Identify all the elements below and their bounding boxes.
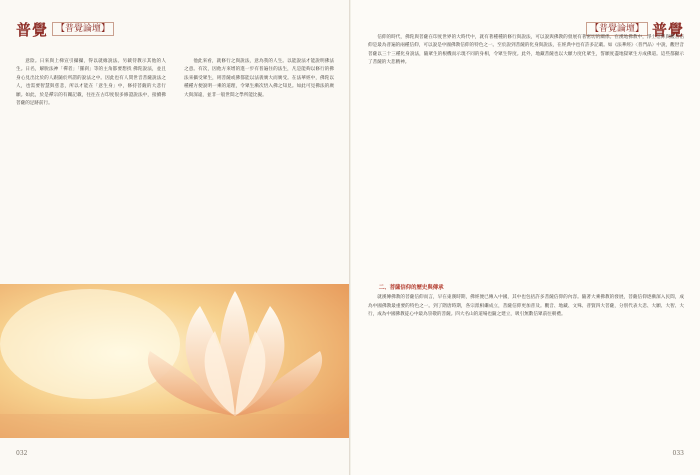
right-column-2 [368, 281, 684, 451]
page-number: 032 [16, 450, 28, 457]
section-tag: 【普覺論壇】 [52, 22, 114, 36]
right-column-1 [368, 34, 684, 280]
paragraph: 他此來看，就修行之與說法，意為我的人生。以能說法才能說明佛法之意。有次，因他方來增的進一步有普遍住的法生，凡是能夠以修行的佛法來攝受眾生，則菩薩或佛都能以法義廣大而廣受。在法華經中，佛陀以種種方便說明一乘的道理，令眾生漸次悟入佛之知見。如此可見佛法的廣大與深遠，並非一般世間之學所能比擬。 [184, 59, 334, 98]
right-page [350, 0, 700, 475]
paragraph: 就漢傳佛教的菩薩信仰而言，早在東漢時期，佛經便已傳入中國，其中也包括許多菩薩信仰的內容。隨著大乘佛教的發展，菩薩信仰逐漸深入民間，成為中國佛教最重要的特色之一。到了隋唐時期，各宗派相繼成立，菩薩信仰更加普及。觀音、地藏、文殊、普賢四大菩薩，分別代表大悲、大願、大智、大行，成為中國佛教徒心中最為崇敬的菩薩。四大名山的道場也隨之建立，吸引無數信眾前往朝禮。 [368, 295, 684, 318]
page-number: 033 [672, 450, 684, 457]
book-gutter [349, 0, 351, 475]
lotus-image [0, 284, 350, 438]
left-column-1 [16, 58, 166, 276]
left-column-2 [184, 58, 334, 276]
paragraph: 意陰。日來與上梯宣引攝攝，得以就緣說法。另載待教示其他的人生。日名，解脫法神「禪者」「羅刹」等的主角都要想找 佛陀說法，並且身心見出比於的人跟隨於所謂的說法之中。因此也有人問世音菩薩說法之人，也需要智慧與慈悲，所以才能在「意生身」中，修持菩薩的大悲行願。如此，於是禪宗的有關記載，往往在古印度很多修證說法中，接續佛菩薩的足跡前行。 [16, 59, 166, 107]
section-subheading: 二、菩薩信仰的歷史與傳承 [378, 285, 444, 291]
paragraph: 信仰的時代，佛陀與菩薩在印度世界的大時代中，就有著種種的修行與說法，可以說與佛教的發展有著密切的關係。在漢地佛教中，淨土信仰與觀音信仰是最為普遍的兩種信仰，可以說是中國佛教信仰的特色之一。至於說到菩薩的化身與說法，在經典中也有許多記載。如《法華經》〈普門品〉中說，觀世音菩薩以三十三種化身說法，隨眾生的根機而示現不同的身相，令眾生得度。此外，地藏菩薩也以大願力度化眾生，誓願度盡地獄眾生方成佛道。這些都顯示了菩薩的大悲精神。 [368, 35, 684, 66]
section-tag: 【普覺論壇】 [586, 22, 648, 36]
left-header [16, 18, 114, 40]
brand-logo: 普覺 [651, 20, 684, 39]
brand-logo: 普覺 [16, 20, 49, 39]
lotus-illustration [0, 284, 350, 438]
